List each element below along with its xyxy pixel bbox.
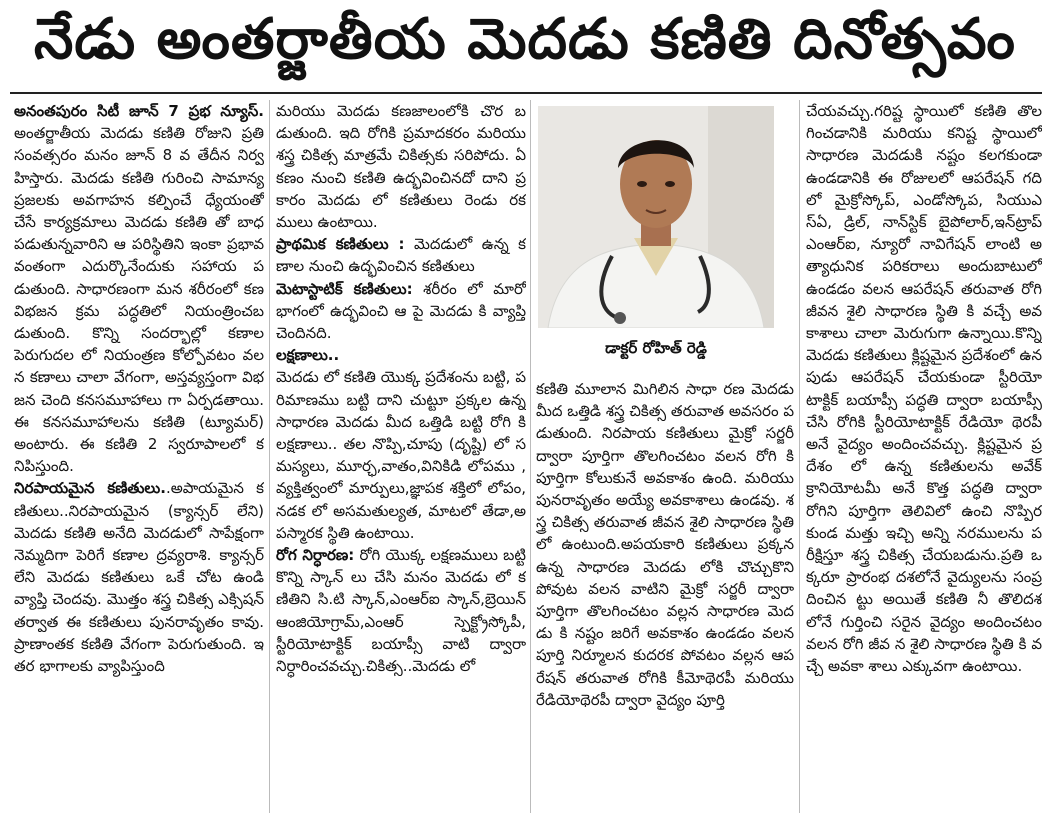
article-column-1 bbox=[14, 100, 264, 813]
paragraph bbox=[14, 477, 264, 677]
subheading: మెటాస్టాటిక్ కణితులు: bbox=[276, 279, 413, 298]
subheading: నిరపాయమైన కణితులు. bbox=[14, 479, 166, 498]
column-divider bbox=[799, 100, 800, 813]
paragraph bbox=[14, 100, 264, 477]
subheading: లక్షణాలు.. bbox=[276, 346, 340, 365]
paragraph-text: మరియు మెదడు కణజాలంలోకి చొర బడుతుంది. ఇది రోగికి ప్రమాదకరం మరియు శస్త్ర చికిత్స మాత్రమే చికిత్సకు సరిపోదు. ఏ కణం నుంచి కణితి ఉద్భవించినదో దాని ప్రకారం మెదడు లో కణితులు రెండు రకములు ఉంటాయి. bbox=[276, 102, 526, 232]
subheading: రోగ నిర్ధారణ: bbox=[276, 546, 355, 565]
paragraph bbox=[276, 278, 526, 345]
article-column-2 bbox=[276, 100, 526, 813]
paragraph-text: చేయవచ్చు.గరిష్ట స్థాయిలో కణితి తొలగించడానికి మరియు కనిష్ట స్థాయిలో సాధారణ మెదడుకి నష్టం కలగకుండా ఉండడానికి ఈ రోజులలో ఆపరేషన్ గది లో మైక్రోస్కోప్, ఎండోస్కోప, సియుఎస్ఏ, డ్రిల్, నాన్‌స్టిక్ బైపోలార్,ఇన్‌ట్రాప్ ఎంఆర్ఐ, న్యూరో నావిగేషన్ లాంటి అత్యాధునిక పరికరాలు అందుబాటులో ఉండడం వలన ఆపరేషన్ తరువాత రోగి జీవన శైలి సాధారణ స్థితి కి వచ్చే అవకాశాలు చాలా మెరుగుగా ఉన్నాయి.కొన్ని మెదడు కణితులు క్లిష్టమైన ప్రదేశంలో ఉన పుడు ఆపరేషన్ చేయకుండా స్టీరియో టాక్టిక్ బయాప్సీ పద్ధతి ద్వారా బయాప్సీ చేసి రోగికి స్టీరియోటాక్టిక్ రేడియో థెరపీ అనే వైద్యం అందించవచ్చు. క్లిష్టమైన ప్రదేశం లో ఉన్న కణితులను అవేక్ క్రానియోటమీ అనే కొత్త పద్ధతి ద్వారా రోగిని పూర్తిగా తెలివిలో ఉంచి నొప్పిరకుండ మత్తు ఇచ్చి అన్ని నరములను పరీక్షిస్తూ శస్త్ర చికిత్స చేయబడును.ప్రతి ఒక్కరూ ప్రారంభ దశలోనే వైద్యులను సంప్రదించిన ట్టు అయితే కణితి నీ తొలిదశ లోనే గుర్తించి సరైన వైద్యం అందించటం వలన రోగి జీవ న శైలి సాధారణ స్థితి కి వచ్చే అవకా శాలు ఎక్కువగా ఉంటాయి. bbox=[806, 102, 1042, 676]
paragraph bbox=[536, 378, 794, 711]
article-column-4 bbox=[806, 100, 1042, 813]
paragraph bbox=[276, 366, 526, 544]
subheading: అనంతపురం సిటీ జూన్ 7 ప్రభ న్యూస్. bbox=[14, 102, 264, 120]
paragraph bbox=[276, 544, 526, 677]
paragraph bbox=[806, 100, 1042, 677]
paragraph bbox=[276, 344, 526, 366]
portrait-illustration bbox=[538, 106, 774, 328]
paragraph-text: మెదడు లో కణితి యొక్క ప్రదేశంను బట్టి, పరిమాణము బట్టి దాని చుట్టూ ప్రక్కల ఉన్న సాధారణ మెదడు మీద ఒత్తిడి బట్టి రోగి కి లక్షణాలు.. తల నొప్పి,చూపు (దృష్టి) లో సమస్యలు, మూర్ఛ,వాతం,వినికిడి లోపము ,వ్యక్తిత్వంలో మార్పులు,జ్ఞాపక శక్తిలో లోపం,నడక లో అసమతుల్యత, మాటలో తేడా,అపస్మారక స్థితి ఉంటాయి. bbox=[276, 368, 526, 542]
headline-rule bbox=[10, 92, 1042, 94]
paragraph-text: కణితి మూలాన మిగిలిన సాధా రణ మెదడు మీద ఒత్తిడి శస్త్ర చికిత్స తరువాత అవసరం పడుతుంది. నిరపాయ కణితులు మైక్రో సర్జరీ ద్వారా పూర్తిగా తొలగించటం వలన రోగి కి పూర్తిగా కోలుకునే అవకాశం ఉంది. మరియు పునరావృతం అయ్యే అవకాశాలు ఉండవు. శస్త్ర చికిత్స తరువాత జీవన శైలి సాధారణ స్థితి లో ఉంటుంది.అపయకారి కణితులు ప్రక్కన ఉన్న సాధారణ మెదడు లోకి చొచ్చుకొని పోవుట వలన వాటిని మైక్రో సర్జరీ ద్వారా పూర్తిగా తొలగించటం వల్లన సాధారణ మెదడు కి నష్టం జరిగే అవకాశం ఉండడం వలన పూర్తి నిర్మూలన కుదరక పోవటం వల్లన ఆపరేషన్ తరువాత రోగికి కీమోథెరపీ మరియు రేడియోథెరపీ ద్వారా వైద్యం పూర్తి bbox=[536, 380, 794, 709]
paragraph-text: రోగి యొక్క లక్షణములు బట్టి కొన్ని స్కాన్ లు చేసి మనం మెదడు లో కణితిని సి.టి స్కాన్,ఎంఆర్ఐ స్కాన్,బ్రెయిన్ ఆంజియోగ్రామ్,ఎంఆర్ స్పెక్ట్రోస్కోపీ, స్టీరియోటాక్టిక్ బయాప్సీ వాటి ద్వారా నిర్ధారించవచ్చు.చికిత్స..మెదడు లో bbox=[276, 546, 526, 676]
paragraph bbox=[276, 233, 526, 277]
paragraph-text: అంతర్జాతీయ మెదడు కణితి రోజుని ప్రతి సంవత్సరం మనం జూన్ 8 వ తేదీన నిర్వహిస్తారు. మెదడు కణితి గురించి సామాన్య ప్రజలకు అవగాహన కల్పించే ధ్యేయంతో చేసే కార్యక్రమాలు మెదడు కణితి తో బాధ పడుతున్నవారిని ఆ పరిస్థితిని ఇంకా ప్రభావవంతంగా ఎదుర్కొనేందుకు సహాయ పడుతుంది. సాధారణంగా మన శరీరంలో కణ విభజన క్రమ పద్ధతిలో నియంత్రించబడుతుంది. కొన్ని సందర్భాల్లో కణాల పెరుగుదల లో నియంత్రణ కోల్పోవటం వలన కణాలు చాలా వేగంగా, అస్తవ్యస్తంగా విభజన చెంది కనసమూహాలు గా ఏర్పడతాయి. ఈ కనసమూహాలను కణితి (ట్యూమర్) అంటారు. ఈ కణితి 2 స్వరూపాలలో కనిపిస్తుంది. bbox=[14, 124, 264, 476]
column-divider bbox=[269, 100, 270, 813]
paragraph bbox=[276, 100, 526, 233]
photo-caption: డాక్టర్ రోహిత్ రెడ్డి bbox=[605, 339, 707, 357]
article-column-3 bbox=[536, 378, 794, 813]
column-divider bbox=[530, 100, 531, 813]
paragraph-text: .అపాయమైన కణితులు..నిరపాయమైన (క్యాన్సర్ లేని) మెదడు కణితి అనేది మెదడులో సాపేక్షంగా నెమ్మదిగా పెరిగే కణాల ద్రవ్యరాశి. క్యాన్సర్ లేని మెదడు కణితులు ఒకే చోట ఉండి వ్యాప్తి చెందవు. మొత్తం శస్త్ర చికిత్స ఎక్సిషన్ తర్వాత ఈ కణితులు పునరావృతం కావు. ప్రాణాంతక కణితి వేగంగా పెరుగుతుంది. ఇతర భాగాలకు వ్యాపిస్తుంది bbox=[14, 479, 264, 676]
subheading: ప్రాథమిక కణితులు : bbox=[276, 235, 405, 254]
paragraph-text: శరీరం లో మారో భాగంలో ఉద్భవించి ఆ పై మెదడు కి వ్యాప్తి చెందినది. bbox=[276, 279, 526, 343]
doctor-portrait-icon bbox=[538, 106, 774, 328]
headline: నేడు అంతర్జాతీయ మెదడు కణితి దినోత్సవం bbox=[34, 6, 1016, 72]
paragraph-text: మెదడులో ఉన్న కణాల నుంచి ఉద్భవించిన కణితులు bbox=[276, 235, 526, 276]
